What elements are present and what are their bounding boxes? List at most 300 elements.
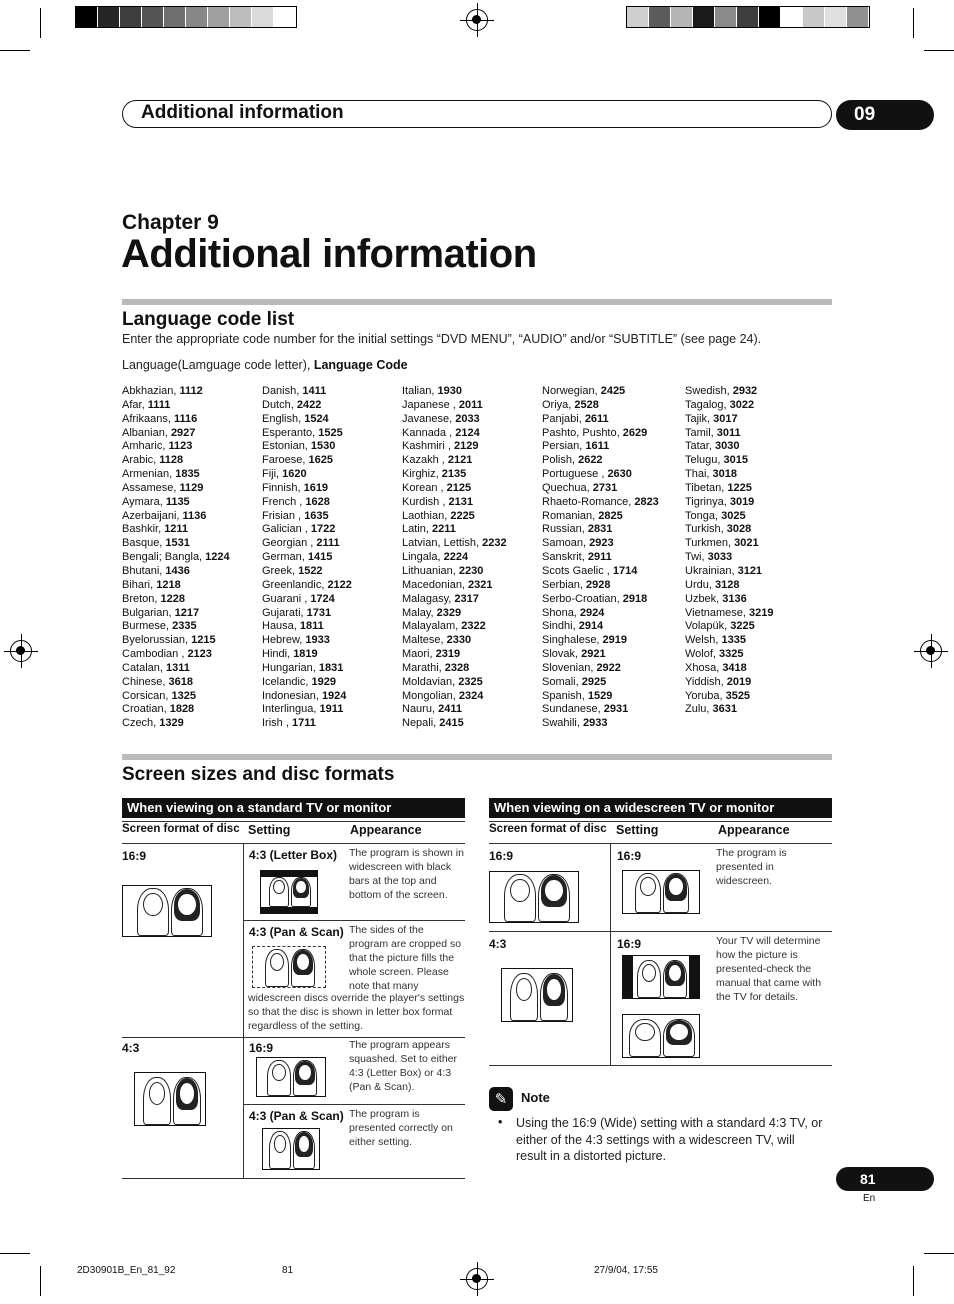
language-entry bbox=[262, 385, 352, 399]
language-code: 1731 bbox=[306, 606, 332, 619]
language-code: 2919 bbox=[602, 634, 628, 647]
language-entry bbox=[542, 690, 659, 704]
crop-mark bbox=[924, 50, 954, 51]
tv-illustration-widescreen bbox=[122, 885, 212, 937]
language-code: 2914 bbox=[578, 620, 604, 633]
language-name: Dutch, bbox=[262, 398, 297, 411]
language-entry bbox=[402, 593, 507, 607]
language-entry bbox=[262, 607, 352, 621]
language-entry bbox=[402, 440, 507, 454]
language-name: Xhosa, bbox=[685, 661, 723, 674]
language-entry bbox=[542, 565, 659, 579]
language-code: 2329 bbox=[436, 606, 462, 619]
language-name: Quechua, bbox=[542, 481, 593, 494]
language-name: Yoruba, bbox=[685, 689, 726, 702]
language-code: 1129 bbox=[179, 481, 204, 494]
language-code: 2611 bbox=[584, 412, 609, 425]
language-entry bbox=[542, 523, 659, 537]
language-name: Thai, bbox=[685, 468, 713, 481]
language-name: Marathi, bbox=[402, 661, 445, 674]
language-code: 3028 bbox=[726, 523, 752, 536]
column-appearance: Appearance bbox=[718, 823, 790, 837]
language-name: Kurdish , bbox=[402, 495, 449, 508]
language-name: Corsican, bbox=[122, 689, 172, 702]
widescreen-tv-heading: When viewing on a widescreen TV or monitor bbox=[489, 798, 832, 818]
language-name: Scots Gaelic , bbox=[542, 564, 613, 577]
language-entry bbox=[122, 523, 230, 537]
language-code: 2425 bbox=[600, 385, 626, 397]
language-column bbox=[542, 385, 659, 731]
language-name: Irish , bbox=[262, 717, 292, 730]
language-code: 2319 bbox=[435, 648, 461, 661]
appearance-description: widescreen discs override the player's settings so that the disc is shown in letter box format regardless of the setting. bbox=[248, 992, 465, 1032]
language-code: 2019 bbox=[726, 675, 752, 688]
language-name: Tibetan, bbox=[685, 481, 728, 494]
language-code: 1724 bbox=[310, 592, 335, 605]
language-entry bbox=[685, 496, 774, 510]
crop-mark bbox=[0, 50, 30, 51]
language-name: Laothian, bbox=[402, 509, 451, 522]
language-entry bbox=[262, 468, 352, 482]
language-name: Slovenian, bbox=[542, 661, 597, 674]
language-entry bbox=[122, 565, 230, 579]
language-entry bbox=[542, 496, 659, 510]
tv-illustration-standard-small bbox=[262, 1128, 320, 1170]
language-code: 2921 bbox=[581, 648, 606, 661]
language-name: Volapük, bbox=[685, 620, 731, 633]
language-name: Swahili, bbox=[542, 717, 583, 730]
disc-format-label: 16:9 bbox=[122, 849, 147, 863]
language-code: 3525 bbox=[725, 689, 751, 702]
language-entry bbox=[262, 537, 352, 551]
person-illustration bbox=[171, 888, 203, 936]
language-entry bbox=[685, 648, 774, 662]
tv-illustration-stretched bbox=[622, 1014, 700, 1058]
language-name: Turkish, bbox=[685, 523, 727, 536]
language-code: 2121 bbox=[447, 454, 473, 467]
note-title: Note bbox=[521, 1090, 550, 1105]
person-illustration bbox=[637, 960, 661, 998]
language-name: Bengali; Bangla, bbox=[122, 551, 206, 564]
color-swatch bbox=[715, 7, 737, 27]
language-entry bbox=[542, 717, 659, 731]
language-name: Icelandic, bbox=[262, 675, 312, 688]
person-illustration bbox=[265, 949, 289, 987]
language-code: 2011 bbox=[458, 398, 483, 411]
crop-mark bbox=[924, 1253, 954, 1254]
language-code: 1831 bbox=[318, 661, 344, 674]
language-name: Korean , bbox=[402, 481, 447, 494]
person-illustration bbox=[538, 874, 570, 922]
language-entry bbox=[402, 717, 507, 731]
language-name: Romanian, bbox=[542, 509, 599, 522]
color-swatch bbox=[627, 7, 649, 27]
language-name: Malay, bbox=[402, 606, 437, 619]
language-code: 2123 bbox=[187, 648, 212, 661]
language-code: 2324 bbox=[458, 689, 484, 702]
language-name: Yiddish, bbox=[685, 675, 727, 688]
language-name: Latvian, Lettish, bbox=[402, 537, 483, 550]
person-illustration bbox=[293, 1060, 317, 1096]
language-code: 1225 bbox=[727, 481, 752, 494]
language-code: 1924 bbox=[321, 689, 347, 702]
language-entry bbox=[542, 482, 659, 496]
language-entry bbox=[262, 510, 352, 524]
table-rule bbox=[122, 821, 465, 822]
language-code: 1722 bbox=[310, 523, 336, 536]
language-code: 2923 bbox=[589, 537, 614, 550]
language-name: Slovak, bbox=[542, 648, 582, 661]
language-code: 1525 bbox=[318, 426, 343, 439]
language-code: 2927 bbox=[170, 426, 196, 439]
footer-document-code: 2D30901B_En_81_92 bbox=[77, 1265, 176, 1276]
language-code: 2129 bbox=[453, 440, 479, 453]
setting-label: 16:9 bbox=[617, 937, 642, 951]
language-name: Galician , bbox=[262, 523, 311, 536]
registration-mark-top bbox=[466, 9, 488, 31]
language-entry bbox=[122, 427, 230, 441]
language-entry bbox=[122, 454, 230, 468]
language-entry bbox=[685, 565, 774, 579]
language-entry bbox=[122, 551, 230, 565]
section-rule bbox=[122, 754, 832, 760]
color-swatch bbox=[671, 7, 693, 27]
language-entry bbox=[122, 676, 230, 690]
person-illustration bbox=[269, 877, 289, 907]
language-code: 1530 bbox=[310, 440, 336, 453]
person-illustration bbox=[663, 960, 687, 998]
language-entry bbox=[122, 662, 230, 676]
language-name: Tatar, bbox=[685, 440, 715, 453]
language-entry bbox=[685, 454, 774, 468]
language-name: Zulu, bbox=[685, 703, 713, 716]
column-setting: Setting bbox=[248, 823, 291, 837]
language-code: 3128 bbox=[714, 578, 740, 591]
language-name: English, bbox=[262, 412, 305, 425]
language-entry bbox=[542, 593, 659, 607]
language-entry bbox=[402, 648, 507, 662]
language-name: Azerbaijani, bbox=[122, 509, 183, 522]
setting-label: 4:3 (Pan & Scan) bbox=[249, 925, 344, 939]
language-column bbox=[262, 385, 352, 731]
language-entry bbox=[685, 662, 774, 676]
language-name: Danish, bbox=[262, 385, 303, 397]
language-name: Malagasy, bbox=[402, 592, 455, 605]
language-entry bbox=[122, 399, 230, 413]
language-entry bbox=[122, 579, 230, 593]
language-code: 1628 bbox=[305, 495, 330, 508]
language-entry bbox=[685, 440, 774, 454]
language-column bbox=[685, 385, 774, 717]
language-entry bbox=[122, 496, 230, 510]
color-swatch bbox=[847, 7, 869, 27]
language-column bbox=[122, 385, 230, 731]
language-entry bbox=[542, 413, 659, 427]
person-illustration bbox=[635, 873, 661, 913]
person-illustration bbox=[267, 1060, 291, 1096]
language-entry bbox=[402, 690, 507, 704]
language-name: Sundanese, bbox=[542, 703, 604, 716]
language-name: Hebrew, bbox=[262, 634, 306, 647]
language-code: 1329 bbox=[159, 717, 184, 730]
language-name: Lingala, bbox=[402, 551, 444, 564]
language-code: 2230 bbox=[458, 564, 484, 577]
language-name: Bhutani, bbox=[122, 564, 166, 577]
language-entry bbox=[685, 593, 774, 607]
appearance-description: The sides of the program are cropped so that the picture fills the whole screen. Please note that many bbox=[349, 924, 462, 992]
language-name: Burmese, bbox=[122, 620, 173, 633]
language-entry bbox=[262, 496, 352, 510]
language-entry bbox=[262, 454, 352, 468]
language-entry bbox=[402, 399, 507, 413]
language-name: Serbo-Croatian, bbox=[542, 592, 623, 605]
language-code: 2528 bbox=[574, 398, 599, 411]
language-code: 1415 bbox=[307, 551, 333, 564]
tv-illustration-widescreen bbox=[489, 871, 579, 923]
person-illustration bbox=[510, 973, 538, 1021]
language-entry bbox=[402, 703, 507, 717]
language-name: Vietnamese, bbox=[685, 606, 750, 619]
language-name: Tonga, bbox=[685, 509, 722, 522]
language-code: 2928 bbox=[586, 578, 611, 591]
language-name: German, bbox=[262, 551, 308, 564]
language-name: Faroese, bbox=[262, 454, 309, 467]
language-entry bbox=[685, 399, 774, 413]
language-name: Pashto, Pushto, bbox=[542, 426, 623, 439]
language-name: Swedish, bbox=[685, 385, 733, 397]
tv-illustration-panscan bbox=[252, 946, 326, 988]
language-code: 1819 bbox=[293, 648, 318, 661]
person-illustration bbox=[143, 1077, 171, 1125]
language-name: Byelorussian, bbox=[122, 634, 192, 647]
section-rule bbox=[122, 299, 832, 305]
language-entry bbox=[542, 703, 659, 717]
language-name: Interlingua, bbox=[262, 703, 320, 716]
language-entry bbox=[542, 468, 659, 482]
language-name: Norwegian, bbox=[542, 385, 601, 397]
language-code: 2411 bbox=[438, 703, 462, 716]
language-code: 1411 bbox=[302, 385, 327, 397]
language-name: Croatian, bbox=[122, 703, 170, 716]
language-name: Arabic, bbox=[122, 454, 160, 467]
language-code: 2932 bbox=[732, 385, 758, 397]
language-entry bbox=[262, 648, 352, 662]
language-entry bbox=[402, 676, 507, 690]
tv-illustration-standard bbox=[134, 1072, 206, 1126]
language-code: 1335 bbox=[721, 634, 746, 647]
language-entry bbox=[542, 634, 659, 648]
language-entry bbox=[262, 703, 352, 717]
tv-illustration-letterbox bbox=[260, 870, 318, 914]
language-entry bbox=[262, 717, 352, 731]
language-name: Singhalese, bbox=[542, 634, 603, 647]
language-name: Turkmen, bbox=[685, 537, 735, 550]
language-code: 1531 bbox=[165, 537, 190, 550]
language-intro: Enter the appropriate code number for the initial settings “DVD MENU”, “AUDIO” and/or “SUBTITLE” (see page 24). bbox=[122, 332, 762, 346]
language-entry bbox=[685, 510, 774, 524]
language-name: Fiji, bbox=[262, 468, 283, 481]
language-name: Portuguese , bbox=[542, 468, 608, 481]
language-name: Albanian, bbox=[122, 426, 171, 439]
language-code: 3018 bbox=[712, 468, 737, 481]
language-code: 2825 bbox=[598, 509, 623, 522]
language-name: Nauru, bbox=[402, 703, 439, 716]
language-entry bbox=[122, 468, 230, 482]
language-name: Sanskrit, bbox=[542, 551, 588, 564]
language-code: 2232 bbox=[482, 537, 507, 550]
language-name: Tagalog, bbox=[685, 398, 730, 411]
color-swatch bbox=[803, 7, 825, 27]
language-entry bbox=[122, 537, 230, 551]
language-entry bbox=[122, 703, 230, 717]
language-code: 2135 bbox=[441, 468, 467, 481]
table-rule bbox=[122, 1037, 465, 1038]
language-code: 3418 bbox=[722, 661, 747, 674]
language-code: 3225 bbox=[730, 620, 755, 633]
language-code: 2317 bbox=[454, 592, 479, 605]
note-text: Using the 16:9 (Wide) setting with a standard 4:3 TV, or either of the 4:3 settings with a widescreen TV, will result in a distorted picture. bbox=[516, 1116, 823, 1163]
language-entry bbox=[685, 523, 774, 537]
language-code: 2322 bbox=[461, 620, 486, 633]
language-name: Uzbek, bbox=[685, 592, 723, 605]
language-name: Basque, bbox=[122, 537, 166, 550]
language-entry bbox=[122, 482, 230, 496]
crop-mark bbox=[40, 8, 41, 38]
language-name: Indonesian, bbox=[262, 689, 322, 702]
language-entry bbox=[262, 676, 352, 690]
language-entry bbox=[262, 551, 352, 565]
language-name: Chinese, bbox=[122, 675, 169, 688]
language-entry bbox=[402, 537, 507, 551]
language-name: Oriya, bbox=[542, 398, 575, 411]
language-name: Russian, bbox=[542, 523, 588, 536]
page-language: En bbox=[863, 1193, 876, 1204]
color-swatch bbox=[120, 7, 142, 27]
person-illustration bbox=[291, 877, 311, 907]
language-entry bbox=[262, 634, 352, 648]
language-name: Guarani , bbox=[262, 592, 311, 605]
language-name: Afar, bbox=[122, 398, 148, 411]
language-name: Maltese, bbox=[402, 634, 447, 647]
language-entry bbox=[402, 385, 507, 399]
language-code: 1933 bbox=[305, 634, 330, 647]
language-name: Spanish, bbox=[542, 689, 588, 702]
language-name: Tajik, bbox=[685, 412, 714, 425]
language-entry bbox=[685, 482, 774, 496]
language-entry bbox=[402, 510, 507, 524]
language-name: Catalan, bbox=[122, 661, 167, 674]
language-code: 1711 bbox=[291, 717, 316, 730]
language-code: 1828 bbox=[169, 703, 195, 716]
language-entry bbox=[685, 385, 774, 399]
table-rule bbox=[243, 1104, 465, 1105]
crop-mark bbox=[0, 1253, 30, 1254]
language-name: Frisian , bbox=[262, 509, 305, 522]
language-entry bbox=[402, 634, 507, 648]
language-entry bbox=[262, 399, 352, 413]
language-code: 1529 bbox=[587, 689, 613, 702]
language-code: 2629 bbox=[622, 426, 648, 439]
language-code: 1619 bbox=[303, 481, 329, 494]
table-rule bbox=[489, 821, 832, 822]
language-entry bbox=[542, 427, 659, 441]
language-code: 1311 bbox=[166, 661, 190, 674]
language-entry bbox=[685, 468, 774, 482]
color-swatch bbox=[759, 7, 781, 27]
language-entry bbox=[122, 717, 230, 731]
language-code: 1522 bbox=[298, 564, 323, 577]
table-rule bbox=[489, 843, 832, 844]
language-entry bbox=[122, 440, 230, 454]
language-name: Finnish, bbox=[262, 481, 304, 494]
language-entry bbox=[402, 662, 507, 676]
language-entry bbox=[402, 620, 507, 634]
language-entry bbox=[685, 579, 774, 593]
color-calibration-bar-left bbox=[75, 6, 297, 28]
language-entry bbox=[262, 523, 352, 537]
language-entry bbox=[122, 510, 230, 524]
language-code: 3136 bbox=[722, 592, 747, 605]
language-entry bbox=[262, 427, 352, 441]
language-code: 2731 bbox=[592, 481, 618, 494]
language-name: Amharic, bbox=[122, 440, 169, 453]
language-code: 2933 bbox=[582, 717, 608, 730]
language-name: Nepali, bbox=[402, 717, 440, 730]
language-code: 1111 bbox=[147, 398, 171, 411]
language-entry bbox=[122, 620, 230, 634]
language-entry bbox=[402, 468, 507, 482]
language-code: 1136 bbox=[182, 509, 207, 522]
column-screen-format: Screen format of disc bbox=[122, 823, 240, 835]
language-entry bbox=[262, 593, 352, 607]
standard-tv-heading: When viewing on a standard TV or monitor bbox=[122, 798, 465, 818]
table-rule bbox=[489, 1065, 832, 1066]
language-code: 3219 bbox=[749, 606, 774, 619]
language-entry bbox=[402, 427, 507, 441]
language-name: Maori, bbox=[402, 648, 436, 661]
language-name: Moldavian, bbox=[402, 675, 459, 688]
language-code: 3033 bbox=[707, 551, 733, 564]
language-entry bbox=[262, 440, 352, 454]
language-name: Kirghiz, bbox=[402, 468, 442, 481]
language-code: 1217 bbox=[174, 606, 200, 619]
language-code: 1930 bbox=[437, 385, 462, 397]
language-name: Italian, bbox=[402, 385, 438, 397]
disc-format-label: 4:3 bbox=[489, 937, 507, 951]
language-code: 3618 bbox=[168, 675, 193, 688]
language-name: Afrikaans, bbox=[122, 412, 174, 425]
language-code: 3011 bbox=[716, 426, 741, 439]
language-entry bbox=[262, 565, 352, 579]
language-entry bbox=[262, 482, 352, 496]
language-name: Polish, bbox=[542, 454, 579, 467]
language-name: Kannada , bbox=[402, 426, 456, 439]
language-name: Somali, bbox=[542, 675, 582, 688]
language-code: 1123 bbox=[168, 440, 193, 453]
language-name: Tigrinya, bbox=[685, 495, 730, 508]
note-pencil-icon: ✎ bbox=[489, 1087, 513, 1111]
color-swatch bbox=[781, 7, 803, 27]
language-code: 3631 bbox=[712, 703, 737, 716]
color-swatch bbox=[825, 7, 847, 27]
language-name: Esperanto, bbox=[262, 426, 319, 439]
person-illustration bbox=[291, 949, 315, 987]
language-code: 2122 bbox=[327, 578, 352, 591]
language-entry bbox=[402, 413, 507, 427]
language-entry bbox=[542, 551, 659, 565]
language-entry bbox=[542, 662, 659, 676]
crop-mark bbox=[40, 1266, 41, 1296]
